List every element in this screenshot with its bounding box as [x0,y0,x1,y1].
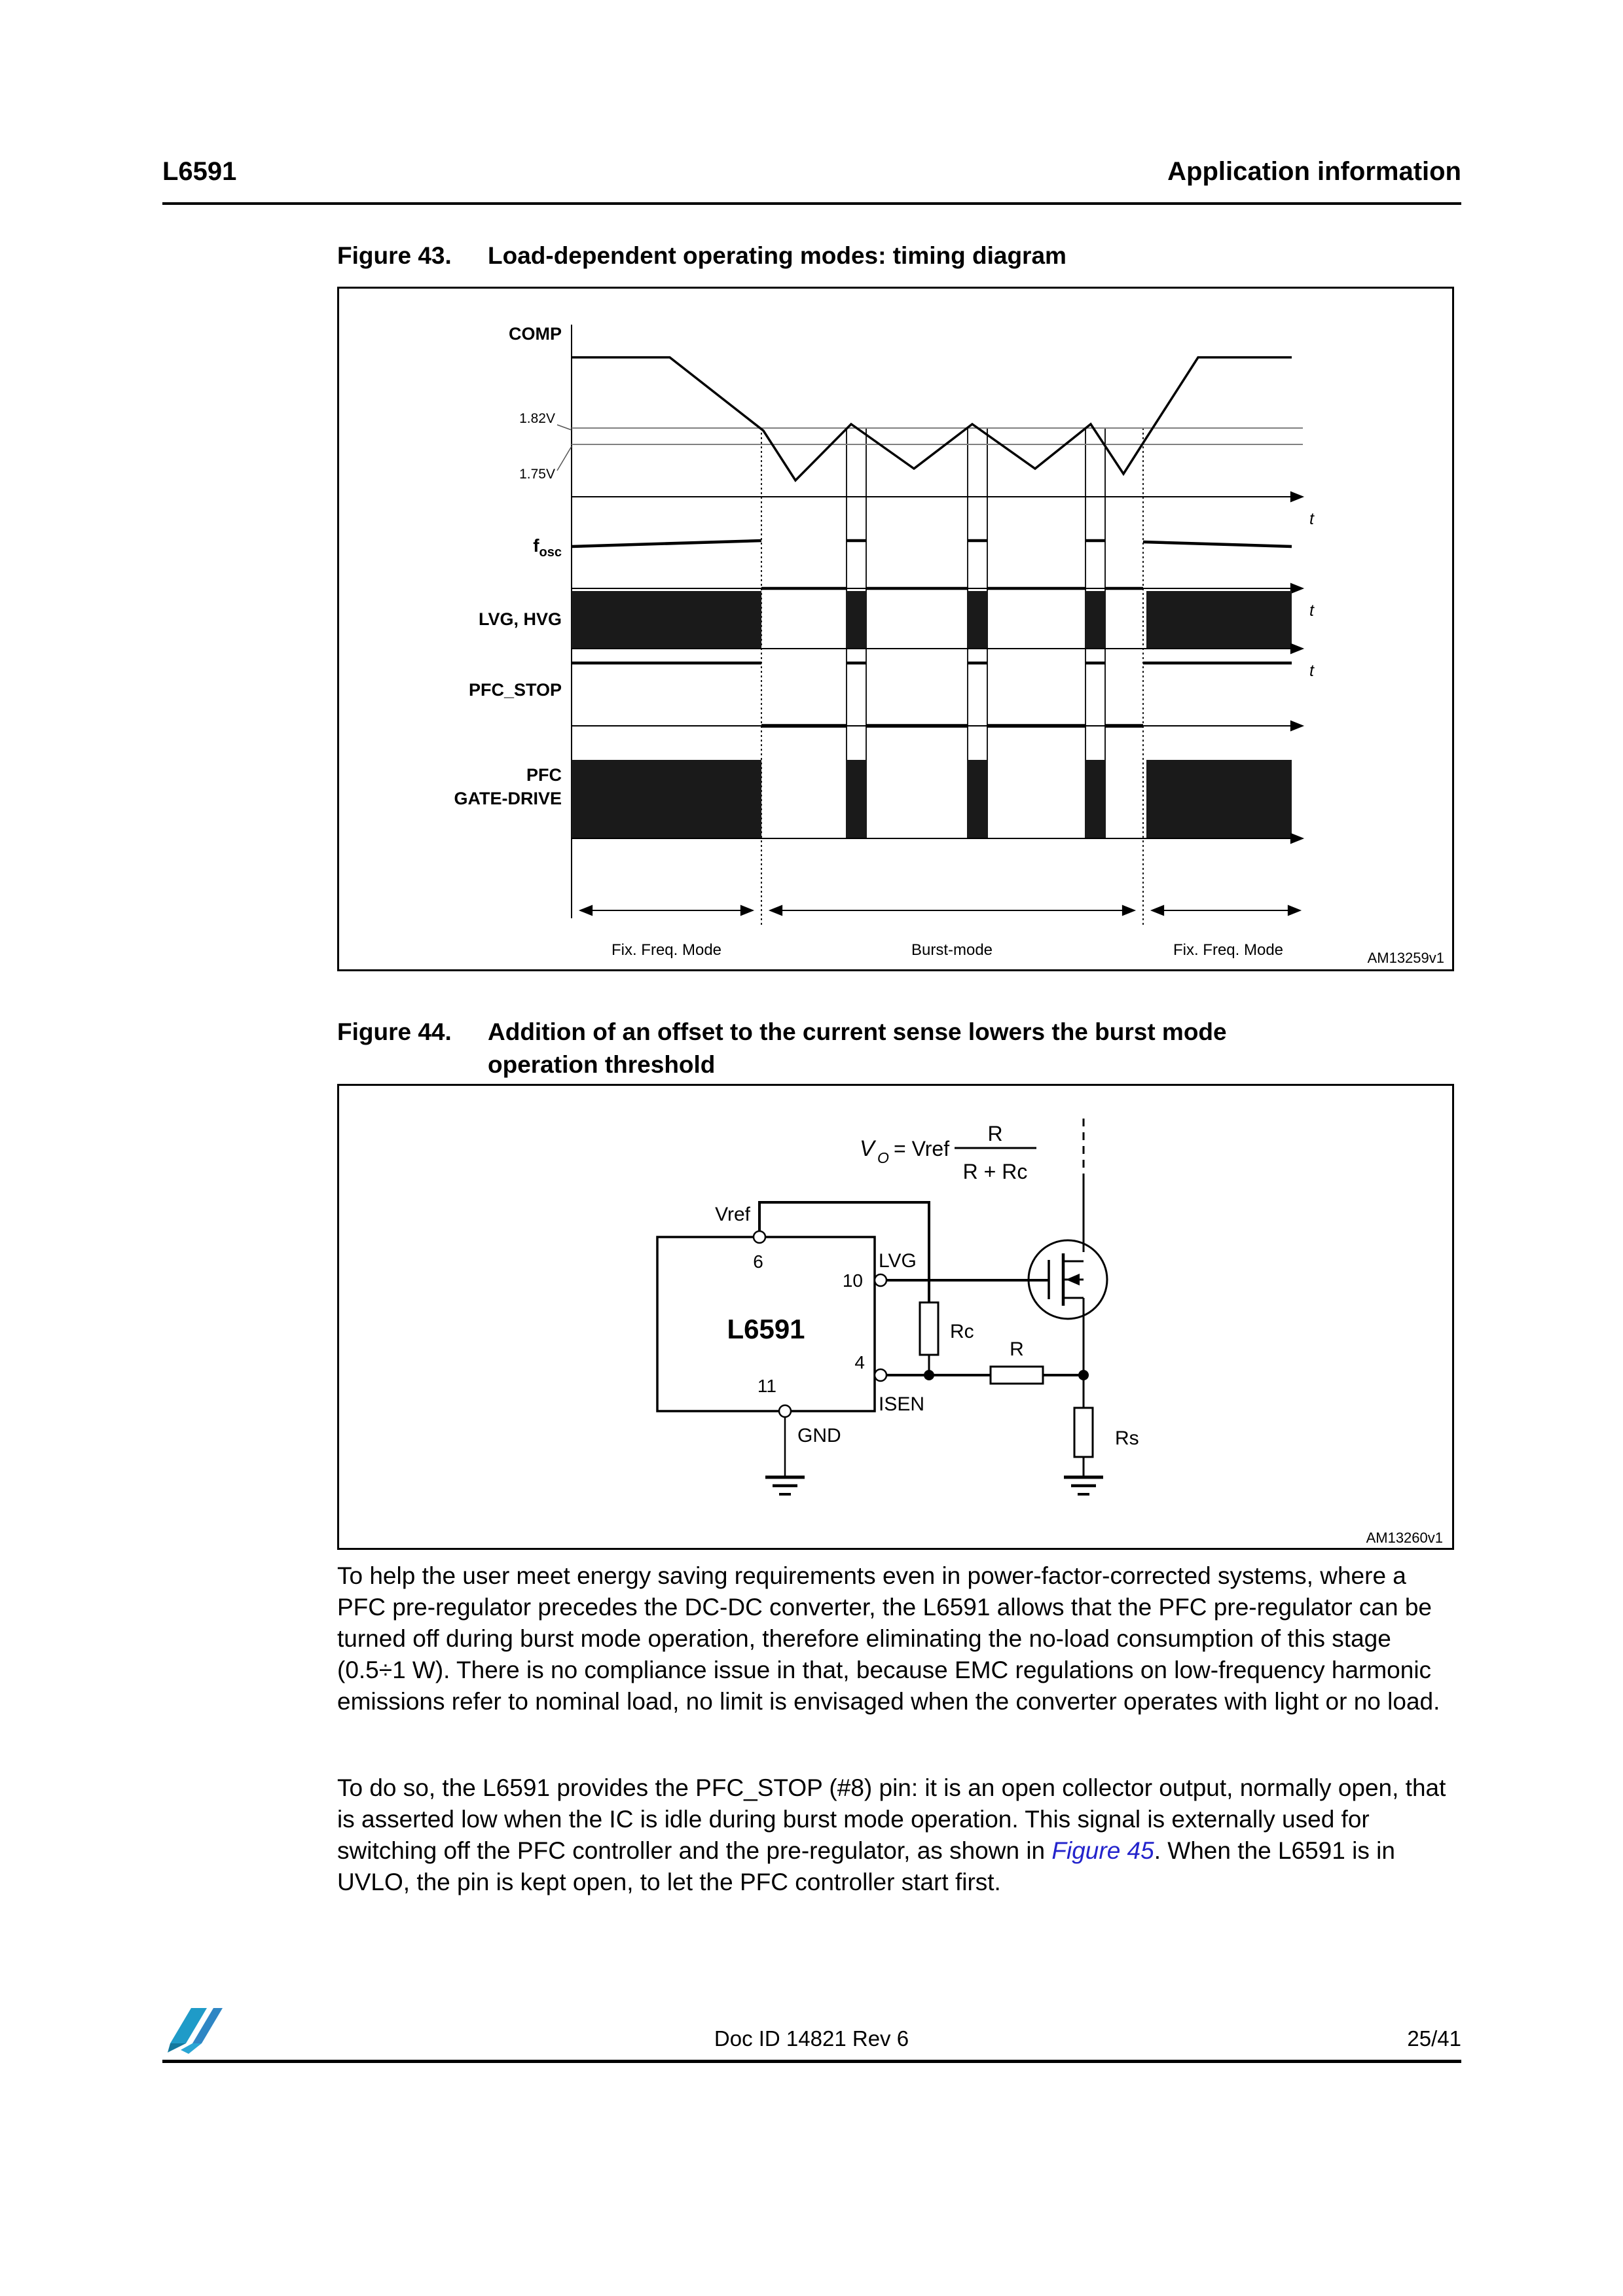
figure44-caption [337,1016,1451,1081]
mode-label-fixfreq-2: Fix. Freq. Mode [1173,941,1284,959]
pin10-number: 10 [842,1270,863,1291]
vref-label: Vref [715,1204,750,1225]
pfc-gate-drive-row [454,760,1303,838]
paragraph2-text-before: To do so, the L6591 provides the PFC_STOP (#8) pin: it is an open collector output, normally open, that is asserted low when the IC is idle during burst mode operation. This signal is externally used for switching off the PFC controller and the pre-regulator, as shown in [337,1774,1446,1864]
comp-row [509,324,1315,528]
footer-doc-id: Doc ID 14821 Rev 6 [714,2026,909,2051]
mode-annotation-row [580,910,1444,966]
r-label: R [1010,1338,1024,1360]
threshold-175-pointer [557,446,572,471]
comp-time-label: t [1309,510,1314,528]
comp-label: COMP [509,324,562,344]
figure44-label: Figure 44. [337,1018,452,1045]
gnd-label: GND [797,1425,841,1446]
pin4-terminal [875,1369,886,1381]
isen-net [854,1338,1089,1415]
fosc-label: fosc [533,535,562,560]
pfc-stop-waveform [572,663,1292,726]
ground-symbol-left [765,1477,805,1494]
formula-numerator: R [987,1122,1003,1145]
page-header [162,157,1461,187]
figure43-watermark: AM13259v1 [1367,950,1444,966]
threshold-182-label: 1.82V [519,411,555,426]
figure43-caption [337,240,1451,272]
threshold-182-pointer [557,425,572,430]
rc-resistor [920,1302,974,1375]
figure43-diagram [337,287,1454,971]
rs-body [1074,1408,1093,1457]
header-rule [162,202,1461,205]
lvg-hvg-label: LVG, HVG [478,609,562,629]
figure43-label: Figure 43. [337,242,452,269]
pin11-number: 11 [757,1376,776,1396]
schematic-svg [339,1086,1452,1548]
body-paragraph-2 [337,1772,1451,1898]
mosfet-bulk-arrow [1066,1274,1080,1285]
isen-label: ISEN [879,1393,925,1415]
fosc-waveform [572,541,1292,588]
threshold-175-label: 1.75V [519,467,555,482]
lvg-label: LVG [879,1250,917,1272]
pin11-terminal [779,1405,791,1417]
rs-label: Rs [1115,1427,1139,1449]
pfc-label-line2: GATE-DRIVE [454,789,562,808]
figure44-caption-line1: Addition of an offset to the current sense lowers the burst mode [488,1018,1227,1045]
timing-diagram-svg [339,289,1452,969]
lvg-net [843,1250,1049,1291]
figure45-link[interactable]: Figure 45 [1051,1837,1154,1864]
pfc-stop-label: PFC_STOP [468,680,562,700]
mode-label-fixfreq-1: Fix. Freq. Mode [611,941,722,959]
footer-page-number: 25/41 [1407,2026,1461,2051]
pin10-terminal [875,1274,886,1286]
pfc-stop-row [469,663,1303,726]
junction-dot-rc [924,1370,934,1380]
mode-label-burst: Burst-mode [911,941,993,959]
gnd-net [757,1376,841,1494]
body-paragraph-1: To help the user meet energy saving requirements even in power-factor-corrected systems, where a PFC pre-regulator precedes the DC-DC converter, the L6591 allows that the PFC pre-regulator can be turned off during burst mode operation, therefore eliminating the no-load consumption of this stage (0.5÷1 W). There is no compliance issue in that, because EMC regulations on low-frequency harmonic emissions refer to nominal load, no limit is envisaged when the converter operates with light or no load. [337,1562,1440,1715]
formula-eq: = Vref [894,1137,950,1160]
fosc-time-label: t [1309,601,1314,620]
figure44-watermark: AM13260v1 [1366,1530,1443,1546]
pin6-number: 6 [753,1251,763,1272]
header-section-title: Application information [1167,157,1461,186]
output-voltage-formula [860,1122,1036,1183]
rs-net [1064,1375,1139,1494]
pfc-label-line1: PFC [526,765,562,785]
pin6-terminal [754,1231,765,1243]
lvg-time-label: t [1309,662,1314,680]
formula-v: V [860,1136,875,1161]
rc-body [920,1302,938,1355]
lvg-hvg-row [479,591,1315,680]
ground-symbol-right [1064,1477,1103,1494]
pfc-gate-drive-bursts [572,760,1292,838]
ic-name: L6591 [727,1314,805,1344]
figure44-schematic [337,1084,1454,1550]
figure43-caption-text: Load-dependent operating modes: timing diagram [488,242,1067,269]
formula-sub: O [877,1149,889,1166]
paragraph2-text-after: . When the L6591 is in UVLO, the pin is kept open, to let the PFC controller start first. [337,1837,1395,1895]
rc-label: Rc [950,1321,974,1342]
footer-rule [162,2060,1461,2063]
comp-waveform [572,357,1292,480]
r-body [991,1367,1043,1384]
lvg-hvg-bursts [572,591,1292,649]
formula-denominator: R + Rc [962,1160,1028,1183]
header-part-number: L6591 [162,157,237,186]
pin4-number: 4 [854,1352,865,1372]
figure44-caption-line2: operation threshold [488,1051,716,1078]
